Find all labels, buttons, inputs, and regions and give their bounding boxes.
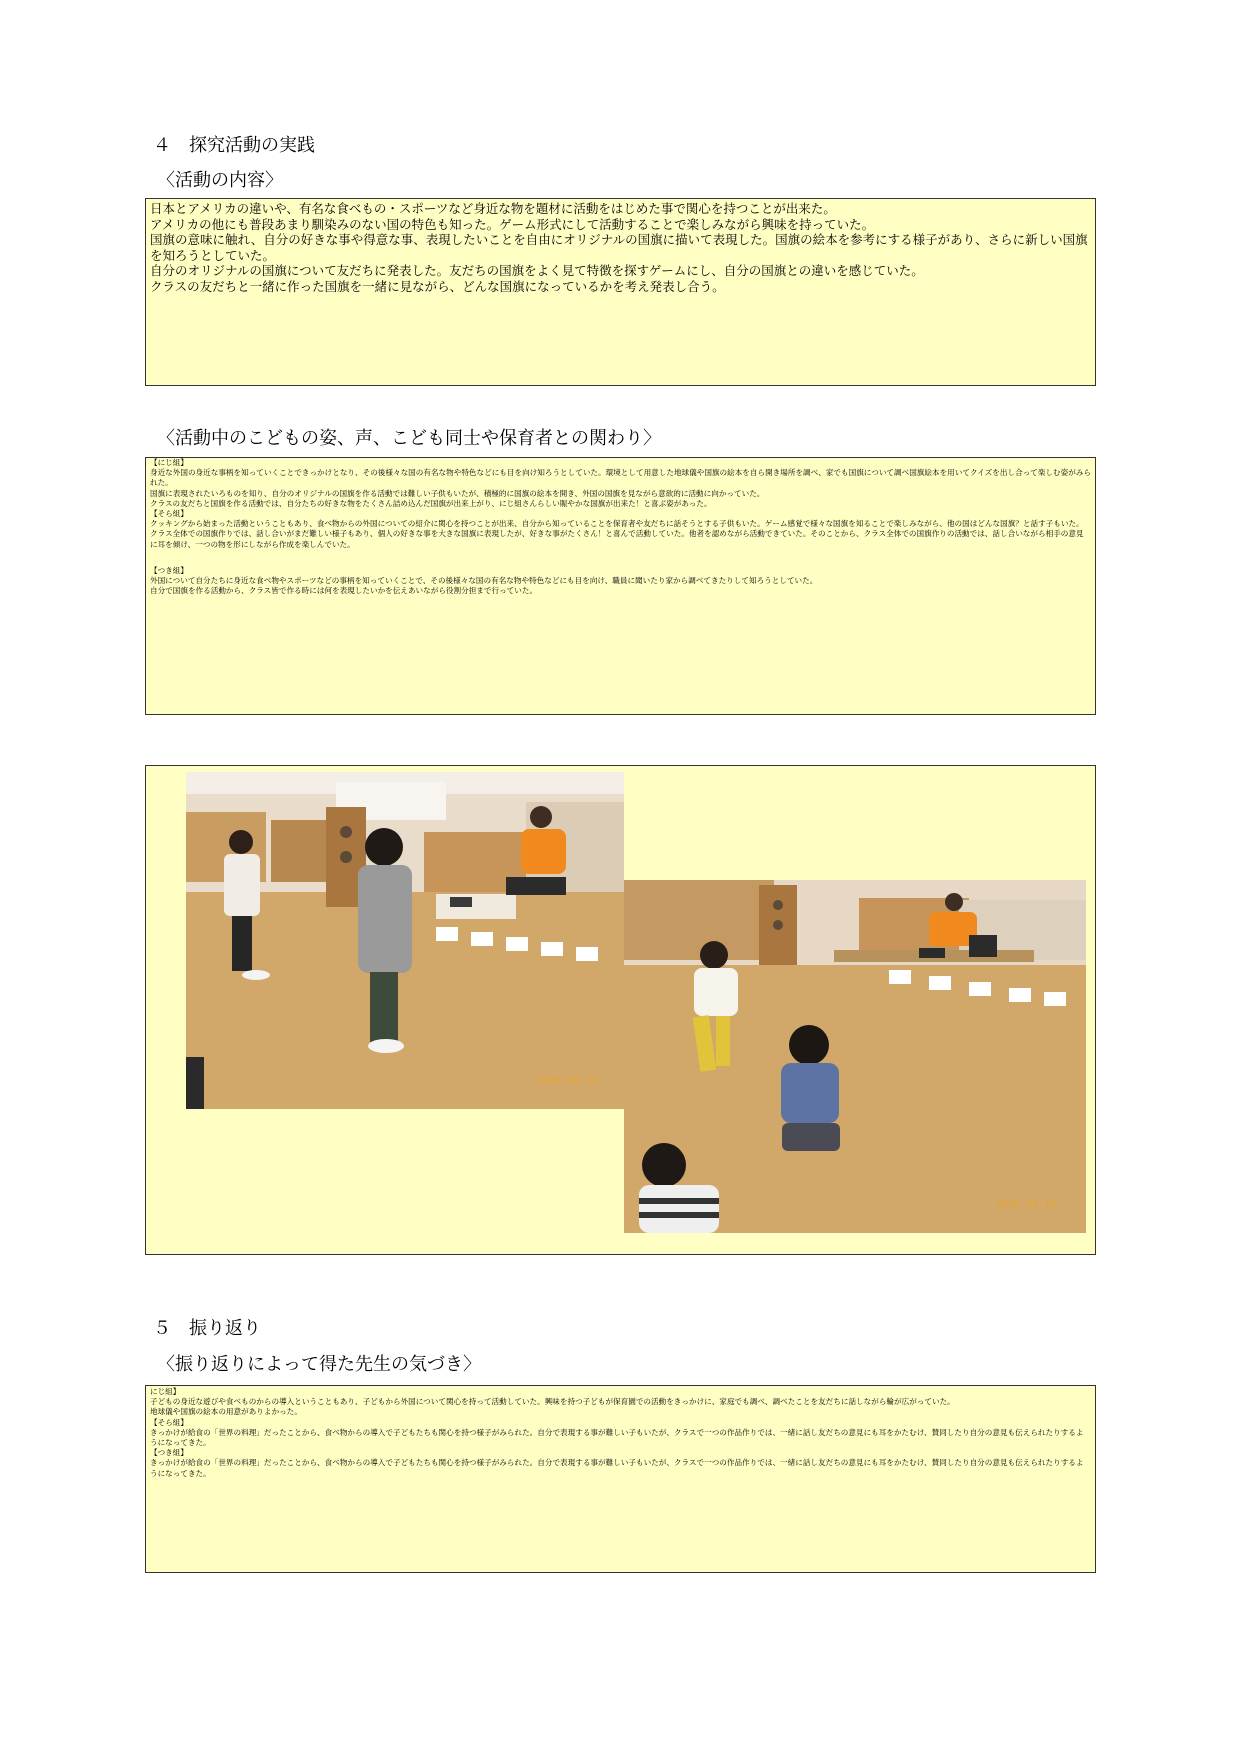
interaction-line: クッキングから始まった活動ということもあり、食べ物からの外国についての紹介に関心を持つことが出来、自分から知っていることを保育者や友だちに話そうとする子供もいた。ゲーム感覚で様々な国旗を知ることで楽しみながら、他の国はどんな国旗？と話す子もいた。 [150,519,1084,529]
interaction-line: 【そら組】 [150,509,188,519]
interaction-line: 【つき組】 [150,565,188,575]
section-4-title: ４ 探究活動の実践 [153,135,315,156]
reflection-line: 子どもの身近な遊びや食べものからの導入ということもあり、子どもから外国について関心を持って活動していた。興味を持つ子どもが保育園での活動をきっかけに、家庭でも調べ、調べたことを友だちに話しながら輪が広がっていた。 [150,1397,955,1407]
interaction-line: 身近な外国の身近な事柄を知っていくことできっかけとなり、その後様々な国の有名な物や特色などにも目を向け知ろうとしていた。環境として用意した地球儀や国旗の絵本を自ら開き場所を調べ、家でも国旗について調べ国旗絵本を用いてクイズを出し合って楽しむ姿がみられた。 [150,468,1092,488]
interaction-box [145,457,1096,715]
interaction-line: 国旗に表現されたいろものを知り、自分のオリジナルの国旗を作る活動では難しい子供もいたが、積極的に国旗の絵本を開き、外国の国旗を見ながら意欲的に活動に向かっていた。 [150,488,765,498]
activity-content-heading: 〈活動の内容〉 [157,170,283,191]
reflection-line: 【そら組】 [150,1417,188,1427]
activity-photo-2 [624,880,1086,1233]
interaction-line: クラス全体での国旗作りでは、話し合いがまだ難しい様子もあり、個人の好きな事を大きな国旗に表現したが、好きな事がたくさん！と喜んで活動していた。他者を認めながら活動できていた。そのことから、クラス全体での国旗作りの活動では、話し合いながら相手の意見に耳を傾け、一つの物を形にしながら作成を楽しんでいた。 [150,529,1084,549]
reflection-line: にじ組】 [150,1387,181,1396]
photo-date-stamp: 2025.02.17 [538,1076,599,1087]
reflection-line: 地球儀や国旗の絵本の用意がありよかった。 [150,1407,302,1417]
interaction-line: 外国について自分たちに身近な食べ物やスポーツなどの事柄を知っていくことで、その後様々な国の有名な物や特色などにも目を向け、職員に聞いたり家から調べてきたりして知ろうとしていた。 [150,576,818,586]
section-5-title: ５ 振り返り [153,1318,261,1339]
content-line: 自分のオリジナルの国旗について友だちに発表した。友だちの国旗をよく見て特徴を探すゲームにし、自分の国旗との違いを感じていた。 [150,263,924,278]
reflection-box [145,1385,1096,1573]
interaction-line: 【にじ組】 [150,458,188,467]
interaction-heading: 〈活動中のこどもの姿、声、こども同士や保育者との関わり〉 [157,428,661,449]
activity-photo-1 [186,772,624,1109]
content-line: クラスの友だちと一緒に作った国旗を一緒に見ながら、どんな国旗になっているかを考え発表し合う。 [150,278,725,294]
reflection-line: きっかけが給食の「世界の料理」だったことから、食べ物からの導入で子どもたちも関心を持つ様子がみられた。自分で表現する事が難しい子もいたが、クラスで一つの作品作りでは、一緒に話し友だちの意見にも耳をかたむけ、賛同したり自分の意見も伝えられたりするようになってきた。 [150,1458,1084,1478]
content-line: 日本とアメリカの違いや、有名な食べもの・スポーツなど身近な物を題材に活動をはじめた事で関心を持つことが出来た。 [150,201,836,216]
reflection-line: きっかけが給食の「世界の料理」だったことから、食べ物からの導入で子どもたちも関心を持つ様子がみられた。自分で表現する事が難しい子もいたが、クラスで一つの作品作りでは、一緒に話し友だちの意見にも耳をかたむけ、賛同したり自分の意見も伝えられたりするようになってきた。 [150,1427,1084,1448]
photo-box [145,765,1096,1255]
content-line: 国旗の意味に触れ、自分の好きな事や得意な事、表現したいことを自由にオリジナルの国旗に描いて表現した。国旗の絵本を参考にする様子があり、さらに新しい国旗を知ろうとしていた。 [150,232,1088,263]
content-line: アメリカの他にも普段あまり馴染みのない国の特色も知った。ゲーム形式にして活動することで楽しみながら興味を持っていた。 [150,216,875,232]
photo-date-stamp: 2025.02.17 [996,1200,1057,1211]
interaction-line: 自分で国旗を作る活動から、クラス皆で作る時には何を表現したいかを伝えあいながら役割分担まで行っていた。 [150,586,538,596]
reflection-line: 【つき組】 [150,1448,188,1458]
interaction-line: クラスの友だちと国旗を作る活動では、自分たちの好きな物をたくさん詰め込んだ国旗が出来上がり、にじ組さんらしい賑やかな国旗が出来た！と喜ぶ姿があった。 [150,498,712,508]
activity-content-box [145,198,1096,386]
reflection-heading: 〈振り返りによって得た先生の気づき〉 [157,1354,481,1375]
